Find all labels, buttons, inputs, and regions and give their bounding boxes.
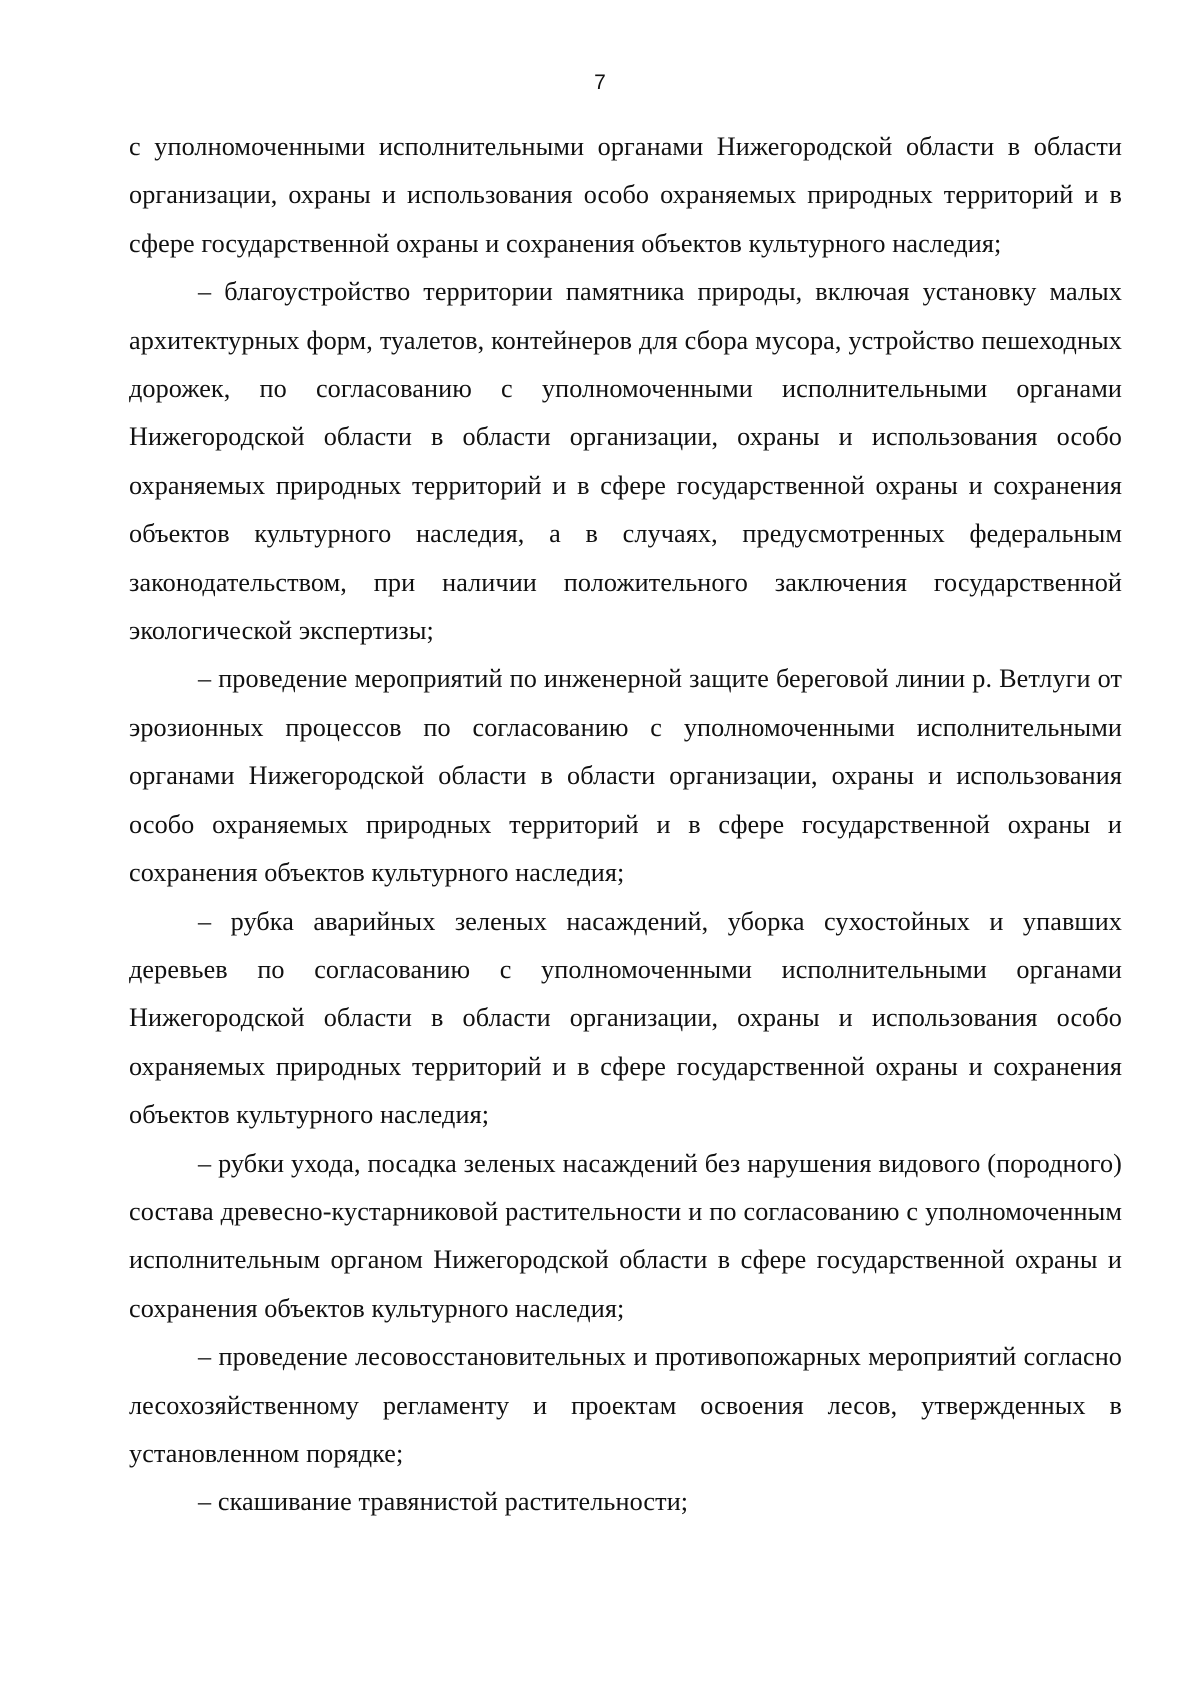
paragraph-continuation: с уполномоченными исполнительными органами Нижегородской области в области организации, охраны и использования особо охраняемых природных территорий и в сфере государственной охраны и сохранения объектов культурного наследия;: [129, 132, 1122, 258]
list-item-care-felling-planting: – рубки ухода, посадка зеленых насаждений без нарушения видового (породного) состава древесно-кустарниковой растительности и по согласованию с уполномоченным исполнительным органом Нижегородской области в сфере государственной охраны и сохранения объектов культурного наследия;: [129, 1148, 1122, 1323]
list-item-grass-mowing: – скашивание травянистой растительности;: [198, 1487, 689, 1517]
list-item-landscaping: – благоустройство территории памятника природы, включая установку малых архитектурных форм, туалетов, контейнеров для сбора мусора, устройство пешеходных дорожек, по согласованию с уполномоченными исполнительными органами Нижегородской области в области организации, охраны и использования особо охраняемых природных территорий и в сфере государственной охраны и сохранения объектов культурного наследия, а в случаях, предусмотренных федеральным законодательством, при наличии положительного заключения государственной экологической экспертизы;: [129, 277, 1122, 646]
page-number: 7: [594, 71, 606, 94]
document-body: [129, 123, 1122, 1527]
list-item-emergency-felling: – рубка аварийных зеленых насаждений, уборка сухостойных и упавших деревьев по согласованию с уполномоченными исполнительными органами Нижегородской области в области организации, охраны и использования особо охраняемых природных территорий и в сфере государственной охраны и сохранения объектов культурного наследия;: [129, 906, 1122, 1130]
list-item-reforestation-fire-prevention: – проведение лесовосстановительных и противопожарных мероприятий согласно лесохозяйственному регламенту и проектам освоения лесов, утвержденных в установленном порядке;: [129, 1342, 1122, 1468]
list-item-shore-protection: – проведение мероприятий по инженерной защите береговой линии р. Ветлуги от эрозионных процессов по согласованию с уполномоченными исполнительными органами Нижегородской области в области организации, охраны и использования особо охраняемых природных территорий и в сфере государственной охраны и сохранения объектов культурного наследия;: [129, 664, 1122, 888]
